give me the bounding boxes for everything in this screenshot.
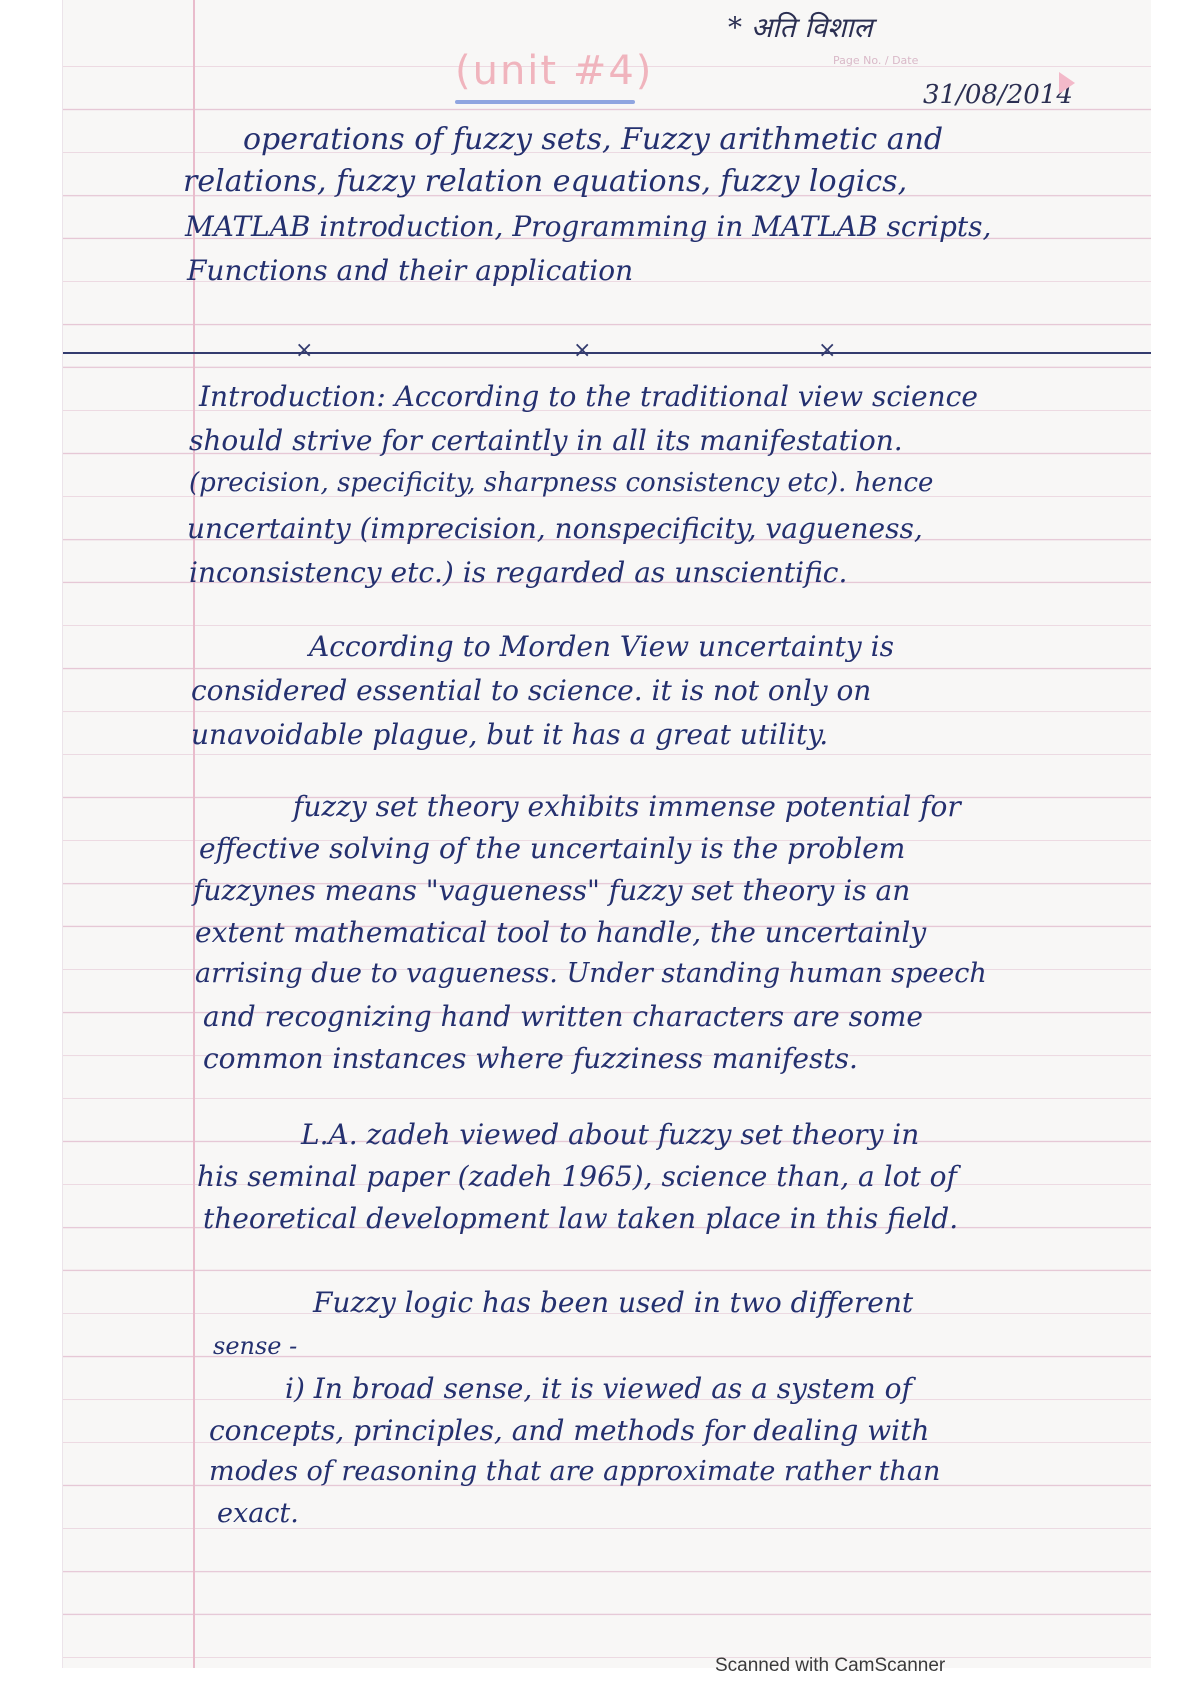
date-value: 31/08/2014 [923, 80, 1073, 110]
fuzzy-set-line: effective solving of the uncertainly is the problem [199, 832, 906, 865]
divider-cross-icon: × [573, 338, 592, 363]
fuzzy-logic-line: Fuzzy logic has been used in two different [313, 1286, 914, 1319]
hindi-note: * अति विशाल [728, 11, 873, 44]
fuzzy-logic-line: exact. [217, 1498, 299, 1529]
unit-title: (unit #4) [455, 48, 654, 94]
intro-line: uncertainty (imprecision, nonspecificity, vagueness, [187, 512, 923, 545]
fuzzy-logic-line: sense - [213, 1332, 298, 1360]
date-box [833, 54, 1083, 110]
divider-cross-icon: × [295, 338, 314, 363]
zadeh-line: theoretical development law taken place in this field. [203, 1202, 959, 1235]
intro-line: Introduction: According to the traditional view science [199, 380, 978, 413]
scanner-watermark: Scanned with CamScanner [715, 1655, 946, 1676]
intro-line: (precision, specificity, sharpness consistency etc). hence [189, 468, 934, 498]
fuzzy-set-line: and recognizing hand written characters are some [203, 1000, 923, 1033]
section-divider [63, 352, 1151, 354]
fuzzy-set-line: arrising due to vagueness. Under standing human speech [195, 958, 987, 989]
intro-line: should strive for certaintly in all its manifestation. [189, 424, 903, 457]
syllabus-line: MATLAB introduction, Programming in MATLAB scripts, [185, 210, 992, 243]
modern-view-line: According to Morden View uncertainty is [309, 630, 894, 663]
notebook-page [62, 0, 1151, 1668]
fuzzy-set-line: fuzzy set theory exhibits immense potential for [293, 790, 961, 823]
intro-line: inconsistency etc.) is regarded as unscientific. [189, 556, 848, 589]
fuzzy-logic-line: concepts, principles, and methods for dealing with [209, 1414, 930, 1447]
zadeh-line: L.A. zadeh viewed about fuzzy set theory in [301, 1118, 920, 1151]
modern-view-line: considered essential to science. it is not only on [191, 674, 872, 707]
syllabus-line: relations, fuzzy relation equations, fuzzy logics, [183, 164, 908, 199]
fuzzy-set-line: common instances where fuzziness manifests. [203, 1042, 858, 1075]
divider-cross-icon: × [818, 338, 837, 363]
syllabus-line: Functions and their application [187, 254, 634, 287]
fuzzy-set-line: extent mathematical tool to handle, the uncertainly [195, 916, 927, 949]
fuzzy-logic-line: i) In broad sense, it is viewed as a system of [285, 1372, 912, 1405]
margin-line [193, 0, 195, 1668]
date-label: Page No. / Date [833, 54, 919, 67]
modern-view-line: unavoidable plague, but it has a great utility. [191, 718, 829, 751]
fuzzy-logic-line: modes of reasoning that are approximate rather than [209, 1456, 941, 1487]
syllabus-line: operations of fuzzy sets, Fuzzy arithmetic and [243, 122, 944, 157]
fuzzy-set-line: fuzzynes means "vagueness" fuzzy set theory is an [193, 874, 911, 907]
unit-title-underline [455, 100, 635, 104]
date-arrow-icon [1059, 72, 1075, 94]
zadeh-line: his seminal paper (zadeh 1965), science than, a lot of [197, 1160, 957, 1193]
